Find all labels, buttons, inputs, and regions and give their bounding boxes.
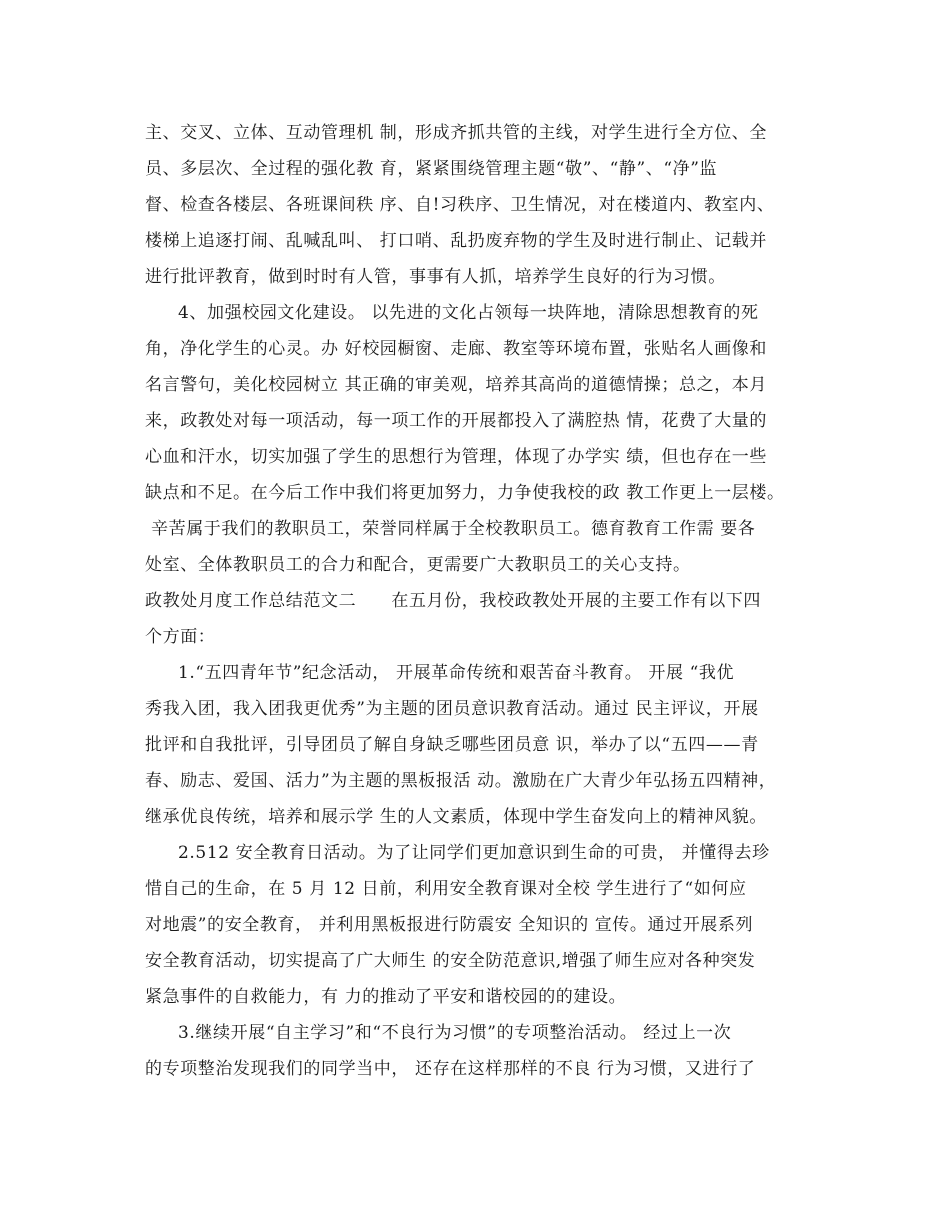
text-line: 春、励志、爱国、活力”为主题的黑板报活 动。激励在广大青少年弘扬五四精神， bbox=[145, 771, 777, 791]
text-line: 对地震”的安全教育， 并利用黑板报进行防震安 全知识的 宣传。通过开展系列 bbox=[145, 915, 754, 935]
text-line: 来，政教处对每一项活动，每一项工作的开展都投入了满腔热 情，花费了大量的 bbox=[145, 411, 768, 431]
text-line: 楼梯上追逐打闹、乱喊乱叫、 打口哨、乱扔废弃物的学生及时进行制止、记载并 bbox=[145, 231, 768, 251]
text-line: 主、交叉、立体、互动管理机 制，形成齐抓共管的主线，对学生进行全方位、全 bbox=[145, 123, 768, 143]
text-line: 的专项整治发现我们的同学当中， 还存在这样那样的不良 行为习惯，又进行了 bbox=[145, 1059, 756, 1079]
text-line: 紧急事件的自救能力，有 力的推动了平安和谐校园的的建设。 bbox=[145, 987, 627, 1007]
text-line: 秀我入团，我入团我更优秀”为主题的团员意识教育活动。通过 民主评议，开展 bbox=[145, 699, 759, 719]
text-line: 处室、全体教职员工的合力和配合，更需要广大教职员工的关心支持。 bbox=[145, 555, 691, 575]
text-line: 个方面： bbox=[145, 627, 216, 647]
text-line: 1.“五四青年节”纪念活动， 开展革命传统和艰苦奋斗教育。 开展 “我优 bbox=[178, 663, 735, 683]
text-line: 员、多层次、全过程的强化教 育，紧紧围绕管理主题“敬”、“静”、“净”监 bbox=[145, 159, 718, 179]
text-line: 辛苦属于我们的教职员工，荣誉同样属于全校教职员工。德育教育工作需 要各 bbox=[145, 519, 756, 539]
text-line: 批评和自我批评，引导团员了解自身缺乏哪些团员意 识，举办了以“五四——青 bbox=[145, 735, 759, 755]
text-line: 缺点和不足。在今后工作中我们将更加努力，力争使我校的政 教工作更上一层楼。 bbox=[145, 483, 785, 503]
text-line: 继承优良传统，培养和展示学 生的人文素质，体现中学生奋发向上的精神风貌。 bbox=[145, 807, 768, 827]
text-line: 4、加强校园文化建设。 以先进的文化占领每一块阵地，清除思想教育的死 bbox=[178, 303, 759, 323]
text-line: 督、检查各楼层、各班课间秩 序、自!习秩序、卫生情况，对在楼道内、教室内、 bbox=[145, 195, 775, 215]
text-line: 安全教育活动，切实提高了广大师生 的安全防范意识,增强了师生应对各种突发 bbox=[145, 951, 756, 971]
text-line: 名言警句，美化校园树立 其正确的审美观，培养其高尚的道德情操；总之，本月 bbox=[145, 375, 768, 395]
text-line: 2.512 安全教育日活动。为了让同学们更加意识到生命的可贵， 并懂得去珍 bbox=[178, 843, 770, 863]
text-line: 角，净化学生的心灵。办 好校园橱窗、走廊、教室等环境布置，张贴名人画像和 bbox=[145, 339, 768, 359]
text-line: 心血和汗水，切实加强了学生的思想行为管理，体现了办学实 绩，但也存在一些 bbox=[145, 447, 768, 467]
text-line: 惜自己的生命，在 5 月 12 日前，利用安全教育课对全校 学生进行了“如何应 bbox=[145, 879, 747, 899]
text-line: 政教处月度工作总结范文二 在五月份，我校政教处开展的主要工作有以下四 bbox=[145, 591, 761, 611]
text-line: 3.继续开展“自主学习”和“不良行为习惯”的专项整治活动。 经过上一次 bbox=[178, 1023, 732, 1043]
text-line: 进行批评教育，做到时时有人管，事事有人抓，培养学生良好的行为习惯。 bbox=[145, 267, 726, 287]
